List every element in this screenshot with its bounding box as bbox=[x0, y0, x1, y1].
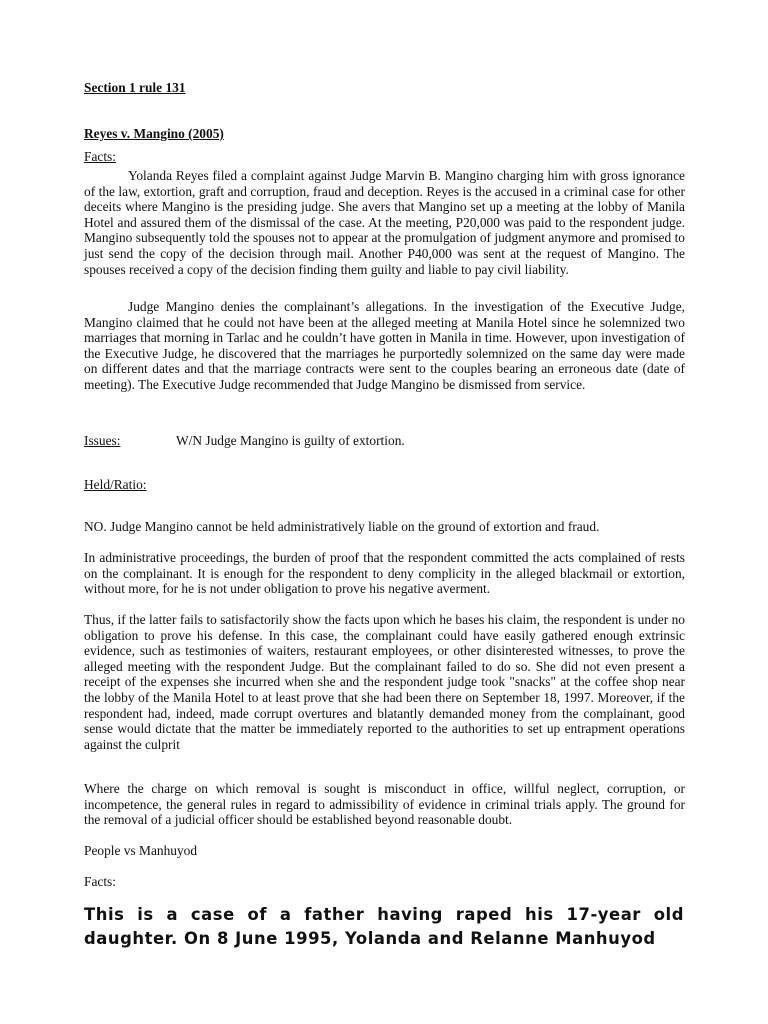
facts-paragraph-2: Judge Mangino denies the complainant’s allegations. In the investigation of the Executive Judge, Mangino claimed that he could not have been at the alleged meeting at Manila Hotel since he solemnized two marriages that morning in Tarlac and he couldn’t have gotten in Manila in time. However, upon investigation of the Executive Judge, he discovered that the marriages he purportedly solemnized on the same day were made on different dates and that the marriage contracts were sent to the couples bearing an erroneous date (date of meeting). The Executive Judge recommended that Judge Mangino be dismissed from service. bbox=[84, 299, 685, 392]
facts-label-2: Facts: bbox=[84, 874, 116, 889]
held-paragraph-1: NO. Judge Mangino cannot be held administratively liable on the ground of extortion and fraud. bbox=[84, 519, 600, 534]
issues-text: W/N Judge Mangino is guilty of extortion. bbox=[176, 433, 405, 448]
issues-row bbox=[84, 433, 685, 449]
held-paragraph-4: Where the charge on which removal is sought is misconduct in office, willful neglect, corruption, or incompetence, the general rules in regard to admissibility of evidence in criminal trials apply. The ground for the removal of a judicial officer should be established beyond reasonable doubt. bbox=[84, 781, 685, 828]
case-title-people-vs-manhuyod: People vs Manhuyod bbox=[84, 843, 198, 858]
section-heading: Section 1 rule 131 bbox=[84, 80, 186, 95]
facts-paragraph-1: Yolanda Reyes filed a complaint against Judge Marvin B. Mangino charging him with gross ignorance of the law, extortion, graft and corruption, fraud and deception. Reyes is the accused in a criminal case for other deceits where Mangino is the presiding judge. She avers that Mangino set up a meeting at the lobby of Manila Hotel and assured them of the dismissal of the case. At the meeting, P20,000 was paid to the respondent judge. Mangino subsequently told the spouses not to appear at the promulgation of judgment anymore and promised to just send the copy of the decision through mail. Another P40,000 was sent at the request of Mangino. The spouses received a copy of the decision finding them guilty and liable to pay civil liability. bbox=[84, 168, 685, 277]
facts-large-paragraph: This is a case of a father having raped his 17-year old daughter. On 8 June 1995, Yolanda and Relanne Manhuyod bbox=[84, 905, 684, 948]
held-paragraph-3: Thus, if the latter fails to satisfactorily show the facts upon which he bases his claim, the respondent is under no obligation to prove his defense. In this case, the complainant could have easily gathered enough extrinsic evidence, such as testimonies of waiters, restaurant employees, or other disinterested witnesses, to prove the alleged meeting with the respondent Judge. But the complainant failed to do so. She did not even present a receipt of the expenses she incurred when she and the respondent judge took "snacks" at the coffee shop near the lobby of the Manila Hotel to at least prove that she had been there on September 18, 1997. Moreover, if the respondent had, indeed, made corrupt overtures and blatantly demanded money from the complainant, good sense would dictate that the matter be immediately reported to the authorities to set up entrapment operations against the culprit bbox=[84, 612, 685, 752]
case-title-reyes-v-mangino: Reyes v. Mangino (2005) bbox=[84, 126, 224, 141]
held-paragraph-2: In administrative proceedings, the burden of proof that the respondent committed the acts complained of rests on the complainant. It is enough for the respondent to deny complicity in the alleged blackmail or extortion, without more, for he is not under obligation to prove his negative averment. bbox=[84, 550, 685, 597]
held-ratio-label: Held/Ratio: bbox=[84, 477, 147, 492]
issues-label: Issues: bbox=[84, 433, 121, 448]
facts-label: Facts: bbox=[84, 149, 116, 164]
